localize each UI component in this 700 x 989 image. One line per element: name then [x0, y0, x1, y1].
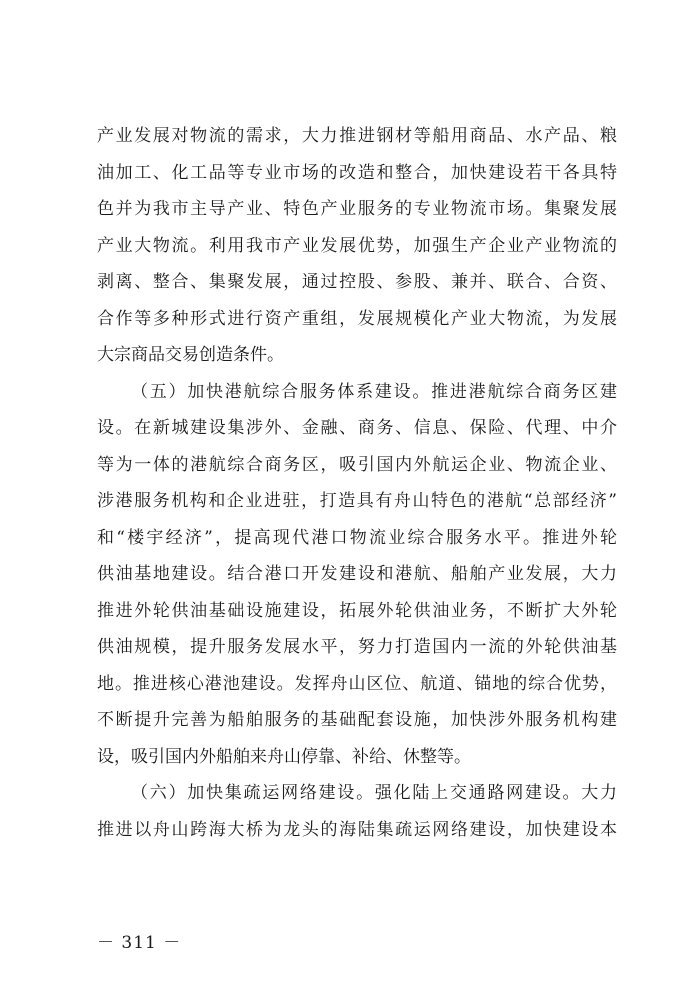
- text-line: 设，吸引国内外船舶来舟山停靠、补给、休整等。: [97, 746, 471, 767]
- text-line: 涉港服务机构和企业进驻，打造具有舟山特色的港航“总部经济”: [97, 491, 617, 511]
- section-heading-line: （五）加快港航综合服务体系建设。推进港航综合商务区建: [131, 381, 617, 402]
- text-line: 推进以舟山跨海大桥为龙头的海陆集疏运网络建设，加快建设本: [97, 819, 617, 840]
- text-line: 等为一体的港航综合商务区，吸引国内外航运企业、物流企业、: [97, 454, 617, 475]
- body-text: [97, 118, 617, 848]
- text-line: 产业发展对物流的需求，大力推进钢材等船用商品、水产品、粮: [97, 126, 617, 146]
- text-line: 设。在新城建设集涉外、金融、商务、信息、保险、代理、中介: [97, 418, 617, 438]
- page-number: － 311 －: [97, 933, 182, 953]
- text-line: 供油规模，提升服务发展水平，努力打造国内一流的外轮供油基: [97, 637, 617, 657]
- text-line: 推进外轮供油基础设施建设，拓展外轮供油业务，不断扩大外轮: [97, 600, 617, 621]
- text-line: 合作等多种形式进行资产重组，发展规模化产业大物流，为发展: [97, 308, 617, 329]
- text-line: 大宗商品交易创造条件。: [97, 345, 284, 365]
- text-line: 不断提升完善为船舶服务的基础配套设施，加快涉外服务机构建: [97, 710, 617, 730]
- text-line: 产业大物流。利用我市产业发展优势，加强生产企业产业物流的: [97, 235, 617, 256]
- text-line: 供油基地建设。结合港口开发建设和港航、船舶产业发展，大力: [97, 564, 617, 584]
- text-line: 地。推进核心港池建设。发挥舟山区位、航道、锚地的综合优势，: [97, 673, 617, 694]
- text-line: 剥离、整合、集聚发展，通过控股、参股、兼并、联合、合资、: [97, 272, 617, 292]
- section-heading-line: （六）加快集疏运网络建设。强化陆上交通路网建设。大力: [131, 783, 617, 803]
- text-line: 色并为我市主导产业、特色产业服务的专业物流市场。集聚发展: [97, 199, 617, 219]
- text-line: 油加工、化工品等专业市场的改造和整合，加快建设若干各具特: [97, 162, 617, 183]
- text-line: 和“楼宇经济”，提高现代港口物流业综合服务水平。推进外轮: [97, 527, 617, 548]
